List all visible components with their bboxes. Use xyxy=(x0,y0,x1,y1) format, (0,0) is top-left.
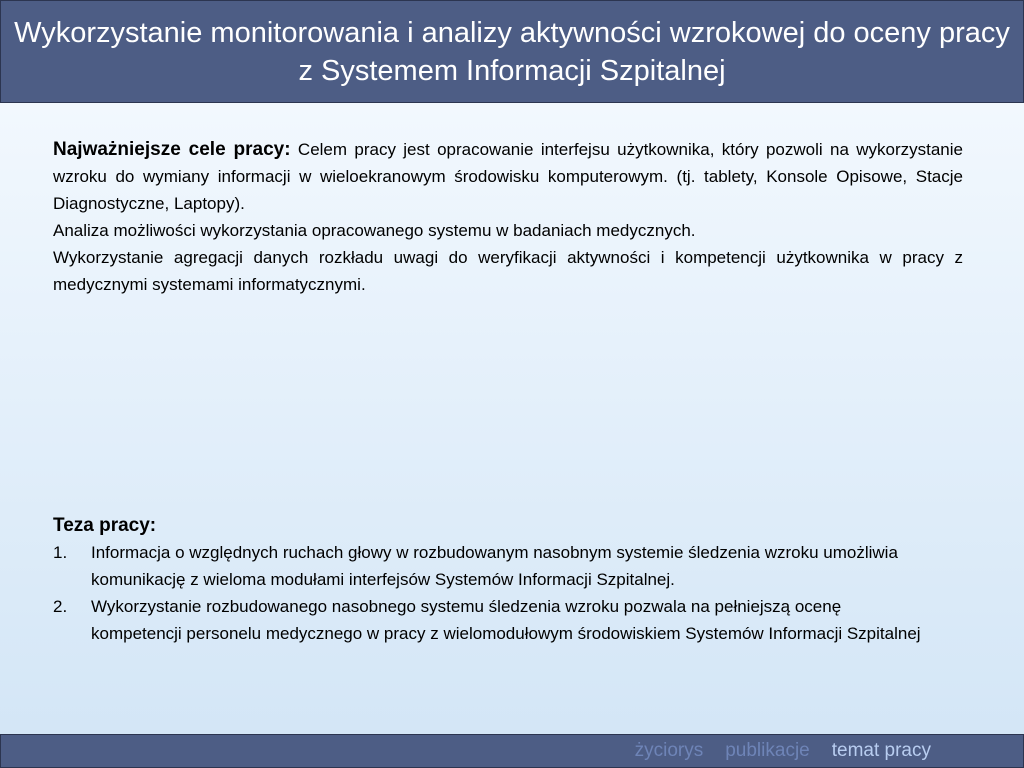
footer-link-publications[interactable]: publikacje xyxy=(725,740,810,761)
footer-nav xyxy=(635,740,931,762)
thesis-item-number: 2. xyxy=(53,597,68,616)
thesis-item-number: 1. xyxy=(53,543,68,562)
goals-section xyxy=(53,136,963,298)
thesis-section xyxy=(53,512,963,647)
footer-link-topic[interactable]: temat pracy xyxy=(831,740,931,761)
thesis-heading: Teza pracy: xyxy=(53,515,157,536)
footer-link-cv[interactable]: życiorys xyxy=(634,740,704,761)
goals-item-aggregation: Wykorzystanie agregacji danych rozkładu uwagi do weryfikacji aktywności i kompetencji użytkownika w pracy z medycznymi systemami informatycznymi. xyxy=(53,248,963,294)
thesis-item xyxy=(53,593,963,647)
goals-paragraph xyxy=(53,136,963,217)
slide-title: Wykorzystanie monitorowania i analizy aktywności wzrokowej do oceny pracy z Systemem Informacji Szpitalnej xyxy=(14,16,1010,87)
thesis-list xyxy=(53,539,963,647)
slide-header xyxy=(0,0,1024,103)
thesis-item xyxy=(53,539,963,593)
slide-footer xyxy=(0,734,1024,768)
thesis-item-text: Informacja o względnych ruchach głowy w rozbudowanym nasobnym systemie śledzenia wzroku umożliwia komunikację z wieloma modułami interfejsów Systemów Informacji Szpitalnej. xyxy=(91,543,898,589)
goals-item-analysis: Analiza możliwości wykorzystania opracowanego systemu w badaniach medycznych. xyxy=(53,221,696,240)
goals-text: Celem pracy jest opracowanie interfejsu użytkownika, który pozwoli na wykorzystanie wzroku do wymiany informacji w wieloekranowym środowisku komputerowym. (tj. tablety, Konsole Opisowe, Stacje Diagnostyczne, Laptopy). xyxy=(53,140,963,213)
thesis-item-text: Wykorzystanie rozbudowanego nasobnego systemu śledzenia wzroku pozwala na pełniejszą ocenę kompetencji personelu medycznego w pracy z wielomodułowym środowiskiem Systemów Informacji Szpitalnej xyxy=(91,597,921,643)
goals-heading: Najważniejsze cele pracy: xyxy=(53,139,291,160)
